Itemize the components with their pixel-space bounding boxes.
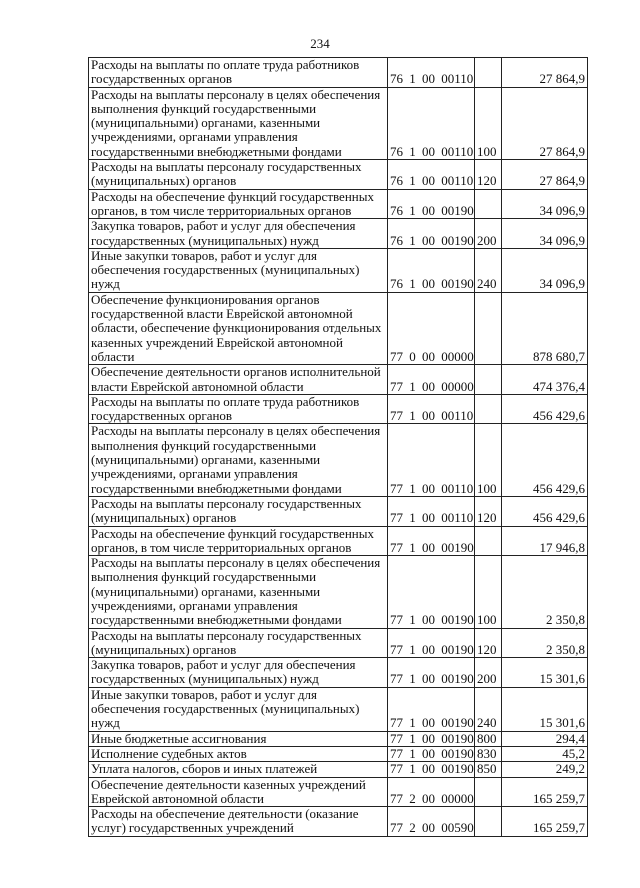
- expense-type-cell: 830: [475, 746, 502, 761]
- table-row: [89, 496, 588, 526]
- expense-type-cell: 100: [475, 424, 502, 496]
- amount-cell: 165 259,7: [502, 777, 588, 807]
- amount-cell: 15 301,6: [502, 687, 588, 731]
- table-row: [89, 658, 588, 688]
- amount-cell: 34 096,9: [502, 248, 588, 292]
- target-code-cell: 76 1 00 00190: [388, 219, 475, 249]
- expense-name-cell: Расходы на выплаты персоналу государственных (муниципальных) органов: [89, 160, 388, 190]
- table-row: [89, 762, 588, 777]
- amount-cell: 249,2: [502, 762, 588, 777]
- table-row: [89, 526, 588, 556]
- table-row: [89, 628, 588, 658]
- table-row: [89, 424, 588, 496]
- amount-cell: 456 429,6: [502, 496, 588, 526]
- target-code-cell: 77 1 00 00190: [388, 658, 475, 688]
- target-code-cell: 76 1 00 00190: [388, 189, 475, 219]
- expense-name-cell: Обеспечение функционирования органов государственной власти Еврейской автономной области, обеспечение функционирования отдельных казенных учреждений Еврейской автономной области: [89, 292, 388, 364]
- target-code-cell: 77 1 00 00190: [388, 731, 475, 746]
- budget-table: [88, 57, 588, 837]
- amount-cell: 2 350,8: [502, 628, 588, 658]
- expense-name-cell: Расходы на выплаты персоналу в целях обеспечения выполнения функций государственными (муниципальными) органами, казенными учреждениями, органами управления государственными внебюджетными фондами: [89, 556, 388, 628]
- expense-name-cell: Расходы на обеспечение функций государственных органов, в том числе территориальных органов: [89, 526, 388, 556]
- expense-type-cell: 100: [475, 87, 502, 159]
- amount-cell: 27 864,9: [502, 87, 588, 159]
- target-code-cell: 76 1 00 00190: [388, 248, 475, 292]
- table-row: [89, 160, 588, 190]
- target-code-cell: 76 1 00 00110: [388, 58, 475, 88]
- target-code-cell: 76 1 00 00110: [388, 87, 475, 159]
- amount-cell: 34 096,9: [502, 189, 588, 219]
- expense-type-cell: 200: [475, 658, 502, 688]
- expense-type-cell: 100: [475, 556, 502, 628]
- table-row: [89, 394, 588, 424]
- target-code-cell: 77 1 00 00190: [388, 526, 475, 556]
- expense-type-cell: 240: [475, 248, 502, 292]
- expense-name-cell: Обеспечение деятельности казенных учреждений Еврейской автономной области: [89, 777, 388, 807]
- target-code-cell: 77 1 00 00190: [388, 687, 475, 731]
- amount-cell: 2 350,8: [502, 556, 588, 628]
- expense-name-cell: Обеспечение деятельности органов исполнительной власти Еврейской автономной области: [89, 365, 388, 395]
- target-code-cell: 77 1 00 00110: [388, 394, 475, 424]
- amount-cell: 15 301,6: [502, 658, 588, 688]
- expense-name-cell: Иные бюджетные ассигнования: [89, 731, 388, 746]
- expense-type-cell: 850: [475, 762, 502, 777]
- target-code-cell: 77 1 00 00190: [388, 556, 475, 628]
- expense-type-cell: 120: [475, 496, 502, 526]
- expense-type-cell: [475, 189, 502, 219]
- target-code-cell: 77 1 00 00190: [388, 628, 475, 658]
- table-row: [89, 365, 588, 395]
- expense-name-cell: Расходы на выплаты по оплате труда работников государственных органов: [89, 394, 388, 424]
- expense-name-cell: Закупка товаров, работ и услуг для обеспечения государственных (муниципальных) нужд: [89, 219, 388, 249]
- target-code-cell: 77 1 00 00190: [388, 746, 475, 761]
- table-row: [89, 731, 588, 746]
- table-row: [89, 248, 588, 292]
- target-code-cell: 77 1 00 00000: [388, 365, 475, 395]
- table-row: [89, 777, 588, 807]
- target-code-cell: 77 0 00 00000: [388, 292, 475, 364]
- amount-cell: 17 946,8: [502, 526, 588, 556]
- amount-cell: 294,4: [502, 731, 588, 746]
- amount-cell: 27 864,9: [502, 160, 588, 190]
- amount-cell: 165 259,7: [502, 807, 588, 837]
- expense-name-cell: Расходы на выплаты персоналу государственных (муниципальных) органов: [89, 628, 388, 658]
- expense-name-cell: Расходы на выплаты персоналу в целях обеспечения выполнения функций государственными (муниципальными) органами, казенными учреждениями, органами управления государственными внебюджетными фондами: [89, 424, 388, 496]
- budget-table-body: [89, 58, 588, 837]
- table-row: [89, 746, 588, 761]
- expense-name-cell: Иные закупки товаров, работ и услуг для обеспечения государственных (муниципальных) нужд: [89, 248, 388, 292]
- expense-name-cell: Закупка товаров, работ и услуг для обеспечения государственных (муниципальных) нужд: [89, 658, 388, 688]
- table-row: [89, 87, 588, 159]
- expense-name-cell: Иные закупки товаров, работ и услуг для обеспечения государственных (муниципальных) нужд: [89, 687, 388, 731]
- target-code-cell: 77 1 00 00110: [388, 496, 475, 526]
- amount-cell: 27 864,9: [502, 58, 588, 88]
- expense-type-cell: [475, 394, 502, 424]
- expense-name-cell: Уплата налогов, сборов и иных платежей: [89, 762, 388, 777]
- target-code-cell: 77 2 00 00000: [388, 777, 475, 807]
- table-row: [89, 556, 588, 628]
- amount-cell: 878 680,7: [502, 292, 588, 364]
- expense-type-cell: 200: [475, 219, 502, 249]
- target-code-cell: 77 1 00 00190: [388, 762, 475, 777]
- amount-cell: 456 429,6: [502, 424, 588, 496]
- expense-name-cell: Расходы на выплаты персоналу в целях обеспечения выполнения функций государственными (муниципальными) органами, казенными учреждениями, органами управления государственными внебюджетными фондами: [89, 87, 388, 159]
- target-code-cell: 77 1 00 00110: [388, 424, 475, 496]
- page-number: 234: [310, 36, 330, 51]
- expense-type-cell: [475, 526, 502, 556]
- expense-name-cell: Расходы на обеспечение деятельности (оказание услуг) государственных учреждений: [89, 807, 388, 837]
- expense-name-cell: Расходы на выплаты персоналу государственных (муниципальных) органов: [89, 496, 388, 526]
- amount-cell: 474 376,4: [502, 365, 588, 395]
- expense-name-cell: Расходы на обеспечение функций государственных органов, в том числе территориальных органов: [89, 189, 388, 219]
- table-row: [89, 292, 588, 364]
- expense-type-cell: [475, 58, 502, 88]
- expense-type-cell: [475, 292, 502, 364]
- expense-type-cell: 120: [475, 628, 502, 658]
- table-row: [89, 687, 588, 731]
- expense-type-cell: 800: [475, 731, 502, 746]
- expense-name-cell: Расходы на выплаты по оплате труда работников государственных органов: [89, 58, 388, 88]
- amount-cell: 34 096,9: [502, 219, 588, 249]
- amount-cell: 45,2: [502, 746, 588, 761]
- expense-type-cell: 120: [475, 160, 502, 190]
- table-row: [89, 58, 588, 88]
- expense-type-cell: [475, 777, 502, 807]
- expense-type-cell: [475, 807, 502, 837]
- expense-type-cell: [475, 365, 502, 395]
- expense-type-cell: 240: [475, 687, 502, 731]
- expense-name-cell: Исполнение судебных актов: [89, 746, 388, 761]
- amount-cell: 456 429,6: [502, 394, 588, 424]
- target-code-cell: 77 2 00 00590: [388, 807, 475, 837]
- table-row: [89, 189, 588, 219]
- target-code-cell: 76 1 00 00110: [388, 160, 475, 190]
- table-row: [89, 219, 588, 249]
- table-row: [89, 807, 588, 837]
